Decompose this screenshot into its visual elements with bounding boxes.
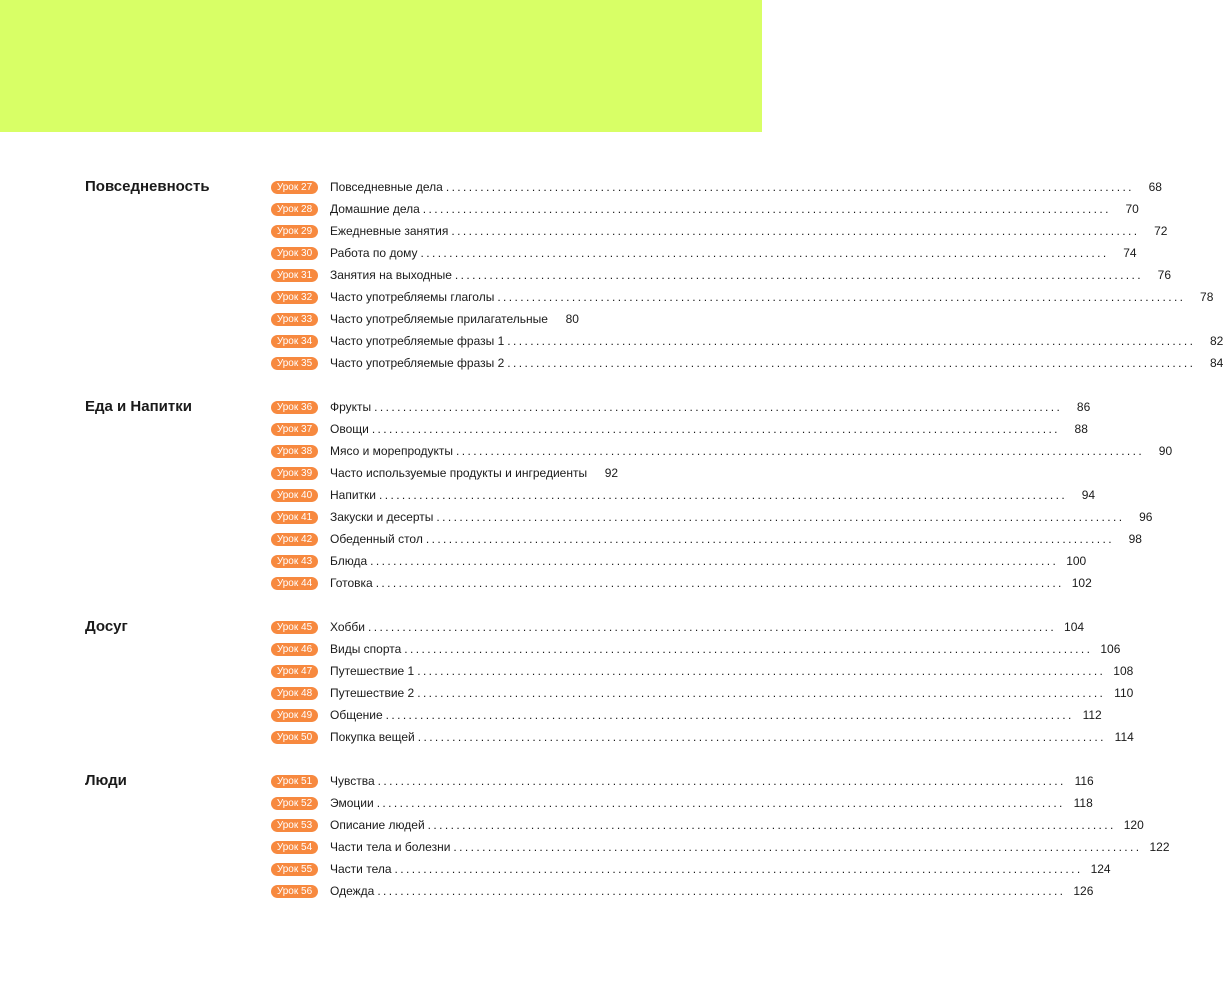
lesson-title: Путешествие 1 xyxy=(330,664,415,678)
dot-leader: ........................................................................................................................ xyxy=(497,290,1186,304)
lesson-badge: Урок 56 xyxy=(271,885,318,898)
toc-entry[interactable] xyxy=(186,792,1093,814)
page-number: 70 xyxy=(1125,202,1139,216)
toc-entry[interactable] xyxy=(186,638,1121,660)
lesson-badge: Урок 38 xyxy=(271,445,318,458)
toc-entry[interactable] xyxy=(186,660,1134,682)
lesson-title: Работа по дому xyxy=(330,246,418,260)
page-number: 98 xyxy=(1128,532,1142,546)
lesson-title: Закуски и десерты xyxy=(330,510,434,524)
page-number: 106 xyxy=(1100,642,1121,656)
dot-leader: ........................................................................................................................ xyxy=(451,224,1140,238)
page-number: 102 xyxy=(1071,576,1092,590)
toc-entry[interactable] xyxy=(186,528,1142,550)
toc-entry[interactable] xyxy=(186,264,1171,286)
lesson-badge: Урок 52 xyxy=(271,797,318,810)
dot-leader: ........................................................................................................................ xyxy=(394,862,1083,876)
lesson-badge: Урок 54 xyxy=(271,841,318,854)
dot-leader: ........................................................................................................................ xyxy=(417,664,1106,678)
toc-entry[interactable] xyxy=(186,836,1170,858)
toc-entry[interactable] xyxy=(186,462,619,484)
page-number: 72 xyxy=(1154,224,1168,238)
toc-entry[interactable] xyxy=(186,198,1139,220)
lesson-title: Мясо и морепродукты xyxy=(330,444,454,458)
lesson-title: Описание людей xyxy=(330,818,425,832)
dot-leader: ........................................................................................................................ xyxy=(404,642,1093,656)
dot-leader: ........................................................................................................................ xyxy=(377,884,1066,898)
toc-entry[interactable] xyxy=(186,704,1102,726)
lesson-badge: Урок 53 xyxy=(271,819,318,832)
page-number: 114 xyxy=(1114,730,1134,744)
page-number: 82 xyxy=(1210,334,1223,348)
lesson-badge: Урок 41 xyxy=(271,511,318,524)
lesson-badge: Урок 55 xyxy=(271,863,318,876)
toc-entry[interactable] xyxy=(186,814,1144,836)
page-number: 118 xyxy=(1073,796,1093,810)
lesson-badge: Урок 37 xyxy=(271,423,318,436)
lesson-list xyxy=(186,616,1134,748)
lesson-title: Напитки xyxy=(330,488,376,502)
page-number: 90 xyxy=(1158,444,1173,458)
dot-leader: ........................................................................................................................ xyxy=(368,620,1057,634)
lesson-badge: Урок 50 xyxy=(271,731,318,744)
lesson-list xyxy=(186,176,1223,374)
lesson-title: Чувства xyxy=(330,774,375,788)
toc-entry[interactable] xyxy=(186,572,1092,594)
lesson-badge: Урок 43 xyxy=(271,555,318,568)
lesson-badge: Урок 48 xyxy=(271,687,318,700)
toc-entry[interactable] xyxy=(186,176,1162,198)
toc-entry[interactable] xyxy=(186,220,1168,242)
lesson-title: Общение xyxy=(330,708,383,722)
toc-section xyxy=(0,396,1173,594)
lesson-badge: Урок 32 xyxy=(271,291,318,304)
lesson-badge: Урок 35 xyxy=(271,357,318,370)
dot-leader: ........................................................................................................................ xyxy=(436,510,1125,524)
dot-leader: ........................................................................................................................ xyxy=(454,268,1143,282)
lesson-badge: Урок 51 xyxy=(271,775,318,788)
page-number: 92 xyxy=(604,466,619,480)
page-number: 100 xyxy=(1066,554,1087,568)
toc-entry[interactable] xyxy=(186,484,1096,506)
toc-entry[interactable] xyxy=(186,242,1137,264)
section-title: Досуг xyxy=(85,618,128,635)
lesson-badge: Урок 46 xyxy=(271,643,318,656)
toc-entry[interactable] xyxy=(186,770,1094,792)
dot-leader: ........................................................................................................................ xyxy=(370,554,1059,568)
dot-leader: ........................................................................................................................ xyxy=(420,246,1109,260)
toc-section xyxy=(0,616,1134,748)
lesson-title: Овощи xyxy=(330,422,369,436)
lesson-title: Часто употребляемые прилагательные xyxy=(330,312,548,326)
page-number: 126 xyxy=(1073,884,1094,898)
dot-leader: ........................................................................................................................ xyxy=(371,422,1060,436)
lesson-badge: Урок 28 xyxy=(271,203,318,216)
dot-leader: ........................................................................................................................ xyxy=(374,400,1063,414)
toc-entry[interactable] xyxy=(186,308,579,330)
section-title: Люди xyxy=(85,772,127,789)
section-title: Повседневность xyxy=(85,178,210,195)
lesson-badge: Урок 36 xyxy=(271,401,318,414)
page-number: 68 xyxy=(1148,180,1162,194)
page-number: 74 xyxy=(1123,246,1137,260)
page-number: 88 xyxy=(1074,422,1088,436)
toc-entry[interactable] xyxy=(186,726,1134,748)
lesson-badge: Урок 49 xyxy=(271,709,318,722)
table-of-contents xyxy=(0,176,1223,924)
page-number: 104 xyxy=(1064,620,1085,634)
lesson-badge: Урок 31 xyxy=(271,269,318,282)
toc-entry[interactable] xyxy=(186,352,1223,374)
lesson-title: Занятия на выходные xyxy=(330,268,452,282)
page-number: 116 xyxy=(1074,774,1094,788)
page-number: 120 xyxy=(1123,818,1144,832)
dot-leader: ........................................................................................................................ xyxy=(456,444,1145,458)
page-number: 124 xyxy=(1090,862,1111,876)
lesson-badge: Урок 34 xyxy=(271,335,318,348)
lesson-badge: Урок 42 xyxy=(271,533,318,546)
toc-entry[interactable] xyxy=(186,858,1111,880)
page-number: 80 xyxy=(565,312,579,326)
dot-leader: ........................................................................................................................ xyxy=(453,840,1142,854)
page-number: 86 xyxy=(1076,400,1091,414)
page-number: 84 xyxy=(1210,356,1223,370)
dot-leader: ........................................................................................................................ xyxy=(445,180,1134,194)
lesson-title: Эмоции xyxy=(330,796,374,810)
lesson-title: Блюда xyxy=(330,554,368,568)
header-band xyxy=(0,0,762,132)
lesson-title: Покупка вещей xyxy=(330,730,415,744)
lesson-title: Фрукты xyxy=(330,400,372,414)
page-number: 96 xyxy=(1139,510,1153,524)
dot-leader: ........................................................................................................................ xyxy=(375,576,1064,590)
page-number: 108 xyxy=(1113,664,1134,678)
dot-leader: ........................................................................................................................ xyxy=(417,686,1106,700)
page-number: 94 xyxy=(1081,488,1096,502)
lesson-badge: Урок 33 xyxy=(271,313,318,326)
dot-leader: ........................................................................................................................ xyxy=(425,532,1114,546)
lesson-title: Одежда xyxy=(330,884,375,898)
page-number: 112 xyxy=(1082,708,1102,722)
lesson-badge: Урок 30 xyxy=(271,247,318,260)
page-number: 110 xyxy=(1114,686,1134,700)
lesson-title: Виды спорта xyxy=(330,642,402,656)
toc-section xyxy=(0,770,1170,902)
dot-leader: ........................................................................................................................ xyxy=(379,488,1068,502)
lesson-badge: Урок 27 xyxy=(271,181,318,194)
page-number: 122 xyxy=(1149,840,1170,854)
dot-leader: ........................................................................................................................ xyxy=(385,708,1074,722)
dot-leader: ........................................................................................................................ xyxy=(377,774,1066,788)
toc-entry[interactable] xyxy=(186,330,1223,352)
lesson-badge: Урок 47 xyxy=(271,665,318,678)
lesson-list xyxy=(186,396,1173,594)
lesson-title: Части тела и болезни xyxy=(330,840,451,854)
lesson-badge: Урок 45 xyxy=(271,621,318,634)
dot-leader: ........................................................................................................................ xyxy=(507,334,1196,348)
lesson-title: Часто употребляемы глаголы xyxy=(330,290,495,304)
dot-leader: ........................................................................................................................ xyxy=(417,730,1106,744)
toc-entry[interactable] xyxy=(186,550,1087,572)
dot-leader: ........................................................................................................................ xyxy=(376,796,1065,810)
dot-leader: ........................................................................................................................ xyxy=(427,818,1116,832)
section-title: Еда и Напитки xyxy=(85,398,192,415)
lesson-title: Обеденный стол xyxy=(330,532,423,546)
page-number: 76 xyxy=(1157,268,1171,282)
lesson-title: Ежедневные занятия xyxy=(330,224,449,238)
lesson-list xyxy=(186,770,1170,902)
lesson-title: Часто употребляемые фразы 1 xyxy=(330,334,505,348)
lesson-title: Повседневные дела xyxy=(330,180,443,194)
lesson-badge: Урок 40 xyxy=(271,489,318,502)
page-number: 78 xyxy=(1200,290,1214,304)
lesson-badge: Урок 39 xyxy=(271,467,318,480)
dot-leader: ........................................................................................................................ xyxy=(422,202,1111,216)
lesson-badge: Урок 44 xyxy=(271,577,318,590)
toc-entry[interactable] xyxy=(186,396,1091,418)
lesson-title: Части тела xyxy=(330,862,392,876)
dot-leader: ........................................................................................................................ xyxy=(507,356,1196,370)
toc-entry[interactable] xyxy=(186,682,1134,704)
lesson-title: Хобби xyxy=(330,620,365,634)
toc-entry[interactable] xyxy=(186,506,1153,528)
lesson-title: Часто используемые продукты и ингредиенты xyxy=(330,466,588,480)
toc-entry[interactable] xyxy=(186,616,1085,638)
lesson-title: Часто употребляемые фразы 2 xyxy=(330,356,505,370)
lesson-badge: Урок 29 xyxy=(271,225,318,238)
toc-entry[interactable] xyxy=(186,418,1088,440)
toc-entry[interactable] xyxy=(186,880,1094,902)
toc-entry[interactable] xyxy=(186,286,1214,308)
lesson-title: Путешествие 2 xyxy=(330,686,415,700)
lesson-title: Домашние дела xyxy=(330,202,420,216)
toc-section xyxy=(0,176,1223,374)
lesson-title: Готовка xyxy=(330,576,373,590)
toc-entry[interactable] xyxy=(186,440,1173,462)
